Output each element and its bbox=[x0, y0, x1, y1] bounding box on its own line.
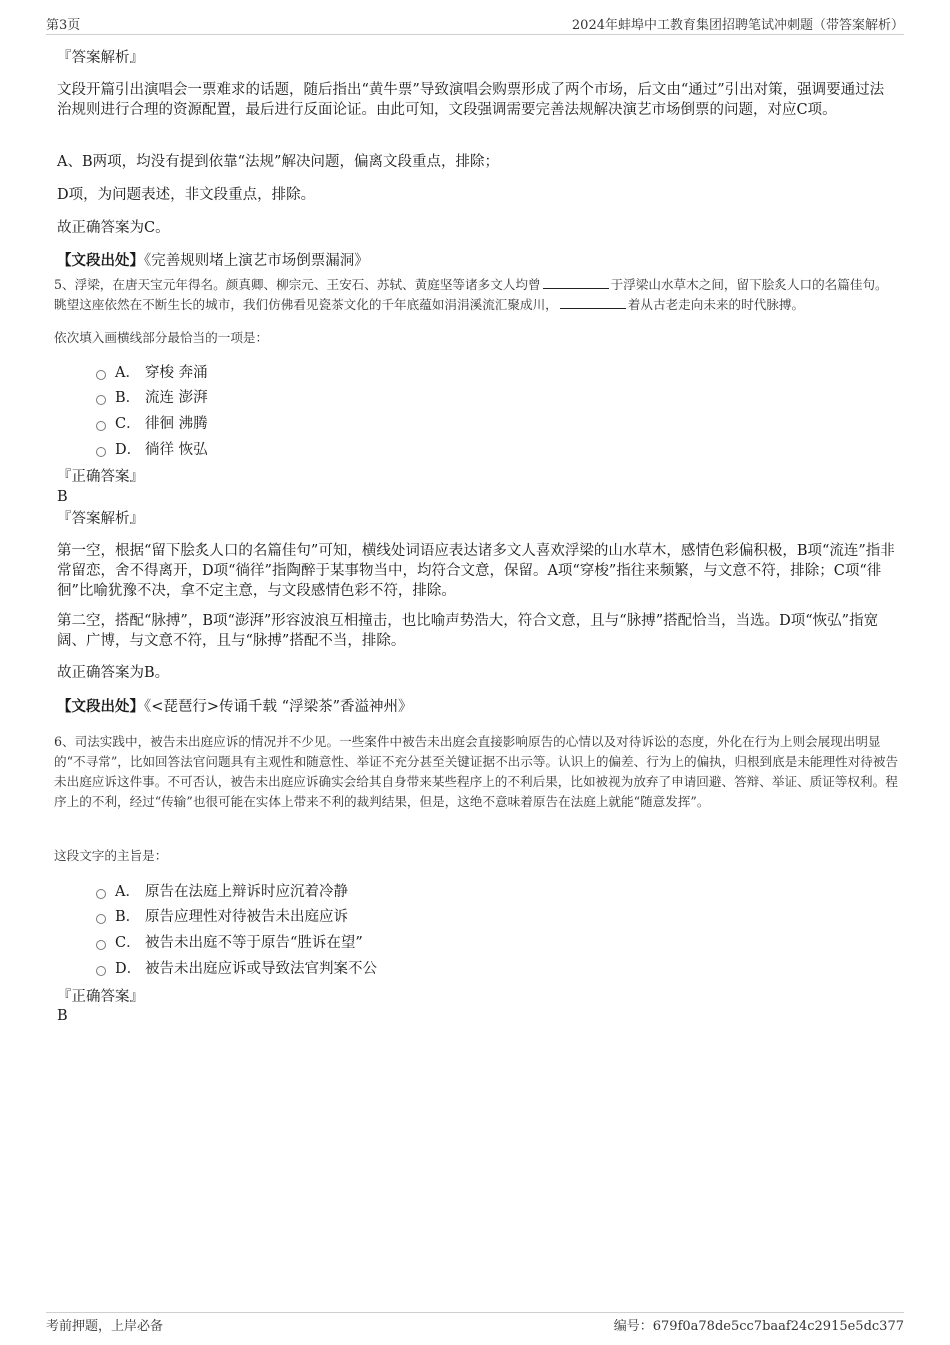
q4-analysis-p3: D项，为问题表述，非文段重点，排除。 bbox=[57, 187, 316, 203]
option-key: A． bbox=[115, 365, 140, 381]
q6-option-a[interactable] bbox=[96, 881, 348, 903]
q5-stem-part1: 5、浮梁，在唐天宝元年得名。颜真卿、柳宗元、王安石、苏轼、黄庭坚等诸多文人均曾 bbox=[54, 277, 541, 292]
option-text: 被告未出庭应诉或导致法官判案不公 bbox=[145, 961, 377, 977]
option-text: 流连 澎湃 bbox=[145, 390, 208, 406]
q5-analysis-p3: 故正确答案为B。 bbox=[57, 665, 170, 681]
q5-option-b[interactable] bbox=[96, 387, 208, 409]
option-text: 原告应理性对待被告未出庭应诉 bbox=[145, 909, 348, 925]
q5-stem-part3: 着从古老走向未来的时代脉搏。 bbox=[627, 297, 805, 312]
option-key: C． bbox=[115, 935, 141, 951]
q4-analysis-p2: A、B两项，均没有提到依靠“法规”解决问题，偏离文段重点，排除； bbox=[57, 154, 499, 170]
document-id: 编号：679f0a78de5cc7baaf24c2915e5dc377 bbox=[613, 1319, 904, 1334]
q5-answer: B bbox=[57, 489, 68, 505]
q6-answer-label: 『正确答案』 bbox=[57, 989, 144, 1005]
q4-analysis-p4: 故正确答案为C。 bbox=[57, 220, 170, 236]
option-text: 穿梭 奔涌 bbox=[145, 365, 208, 381]
q4-source bbox=[57, 251, 897, 271]
q4-analysis-p1: 文段开篇引出演唱会一票难求的话题，随后指出“黄牛票”导致演唱会购票形成了两个市场，后文由“通过”引出对策，强调要通过法治规则进行合理的资源配置，最后进行反面论证。由此可知，文段强调需要完善法规解决演艺市场倒票的问题，对应C项。 bbox=[57, 82, 885, 118]
option-key: A． bbox=[115, 884, 140, 900]
q4-source-text: 《完善规则堵上演艺市场倒票漏洞》 bbox=[144, 253, 369, 269]
option-text: 徜徉 恢弘 bbox=[145, 442, 208, 458]
radio-icon[interactable] bbox=[96, 966, 106, 976]
option-key: B． bbox=[115, 909, 141, 925]
footer-slogan: 考前押题，上岸必备 bbox=[46, 1319, 164, 1334]
q4-analysis-label: 『答案解析』 bbox=[57, 50, 144, 66]
radio-icon[interactable] bbox=[96, 940, 106, 950]
option-text: 徘徊 沸腾 bbox=[145, 416, 208, 432]
q6-stem: 6、司法实践中，被告未出庭应诉的情况并不少见。一些案件中被告未出庭会直接影响原告的心情以及对待诉讼的态度，外化在行为上则会展现出明显的“不寻常”，比如回答法官问题具有主观性和随意性、举证不充分甚至关键证据不出示等。认识上的偏差、行为上的偏执，归根到底是未能理性对待被告未出庭应诉这件事。不可否认，被告未出庭应诉确实会给其自身带来某些程序上的不利后果，比如被视为放弃了申请回避、答辩、举证、质证等权利。程序上的不利，经过“传输”也很可能在实体上带来不利的裁判结果，但是，这绝不意味着原告在法庭上就能“随意发挥”。 bbox=[54, 734, 899, 809]
option-key: D． bbox=[115, 961, 142, 977]
radio-icon[interactable] bbox=[96, 421, 106, 431]
radio-icon[interactable] bbox=[96, 370, 106, 380]
page-number: 第3页 bbox=[46, 18, 81, 33]
option-key: B． bbox=[115, 390, 141, 406]
page-footer bbox=[46, 1312, 904, 1337]
q5-source-text: 《<琵琶行>传诵千载 “浮梁茶”香溢神州》 bbox=[144, 699, 413, 715]
radio-icon[interactable] bbox=[96, 914, 106, 924]
radio-icon[interactable] bbox=[96, 447, 106, 457]
document-title: 2024年蚌埠中工教育集团招聘笔试冲刺题（带答案解析） bbox=[571, 18, 904, 33]
q5-analysis-label: 『答案解析』 bbox=[57, 511, 144, 527]
q5-source-label: 【文段出处】 bbox=[57, 698, 144, 715]
q6-option-b[interactable] bbox=[96, 906, 348, 928]
option-key: D． bbox=[115, 442, 142, 458]
option-text: 原告在法庭上辩诉时应沉着冷静 bbox=[145, 884, 348, 900]
q5-stem-part2: 于浮梁山水草木之间，留下脍炙人口的名篇佳句。眺望这座依然在不断生长的城市，我们仿佛看见瓷茶文化的千年底蕴如涓涓溪流汇聚成川， bbox=[54, 277, 888, 312]
q6-prompt: 这段文字的主旨是： bbox=[54, 848, 168, 863]
q5-source bbox=[57, 697, 897, 717]
q5-stem bbox=[54, 275, 899, 315]
option-text: 被告未出庭不等于原告“胜诉在望” bbox=[145, 935, 363, 951]
page-header bbox=[46, 14, 904, 35]
q6-option-c[interactable] bbox=[96, 932, 363, 954]
q6-option-d[interactable] bbox=[96, 958, 377, 980]
q6-answer: B bbox=[57, 1008, 68, 1024]
radio-icon[interactable] bbox=[96, 395, 106, 405]
option-key: C． bbox=[115, 416, 141, 432]
q5-option-d[interactable] bbox=[96, 439, 208, 461]
q5-prompt: 依次填入画横线部分最恰当的一项是： bbox=[54, 330, 269, 345]
q5-blank-1 bbox=[543, 275, 609, 289]
q5-analysis-p2: 第二空，搭配“脉搏”，B项“澎湃”形容波浪互相撞击，也比喻声势浩大，符合文意，且与“脉搏”搭配恰当，当选。D项“恢弘”指宽阔、广博，与文意不符，且与“脉搏”搭配不当，排除。 bbox=[57, 613, 879, 649]
q5-analysis-p1: 第一空，根据“留下脍炙人口的名篇佳句”可知，横线处词语应表达诸多文人喜欢浮梁的山水草木，感情色彩偏积极，B项“流连”指非常留恋，舍不得离开，D项“徜徉”指陶醉于某事物当中，均符合文意，保留。A项“穿梭”指往来频繁，与文意不符，排除；C项“徘徊”比喻犹豫不决，拿不定主意，与文段感情色彩不符，排除。 bbox=[57, 543, 895, 599]
q5-answer-label: 『正确答案』 bbox=[57, 469, 144, 485]
q5-option-a[interactable] bbox=[96, 362, 208, 384]
q5-option-c[interactable] bbox=[96, 413, 208, 435]
radio-icon[interactable] bbox=[96, 889, 106, 899]
q5-blank-2 bbox=[560, 295, 626, 309]
q4-source-label: 【文段出处】 bbox=[57, 252, 144, 269]
